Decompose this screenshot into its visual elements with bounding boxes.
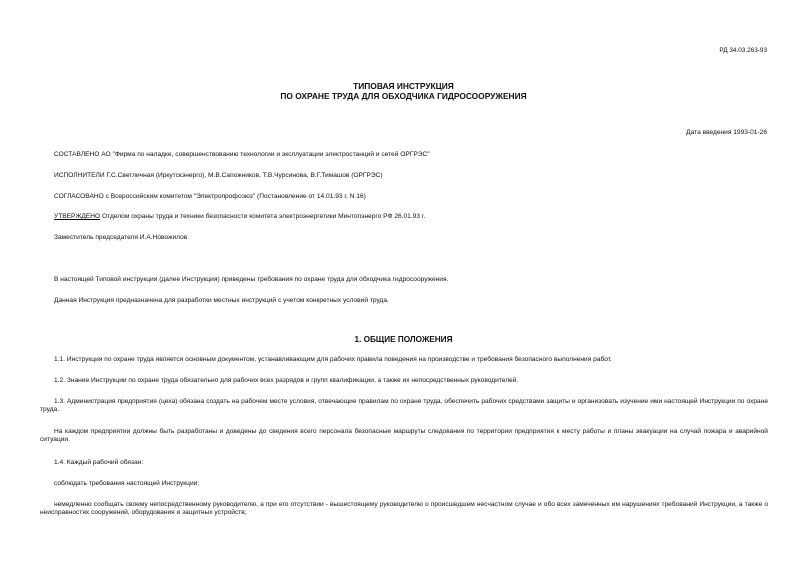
clause-1-4: 1.4. Каждый рабочий обязан: bbox=[54, 459, 144, 466]
agreed-with: СОГЛАСОВАНО с Всероссийским комитетом "Электропрофсоюз" (Постановление от 14.01.93 г. N 16) bbox=[54, 193, 366, 200]
clause-1-3: 1.3. Администрация предприятия (цеха) обязана создать на рабочем месте условия, отвечающие правилам по охране труда, обеспечить рабочих средствами защиты и организовать изучение ими настоящей Инструкции по охране труда. bbox=[40, 398, 768, 414]
performers: ИСПОЛНИТЕЛИ Г.С.Светличная (Иркутскэнерго), М.В.Сапожников, Т.В.Чурсинова, В.Г.Тимашов (ОРГРЭС) bbox=[54, 172, 383, 179]
section-heading: 1. ОБЩИЕ ПОЛОЖЕНИЯ bbox=[354, 335, 453, 344]
approved-label: УТВЕРЖДЕНО bbox=[54, 213, 101, 220]
document-code: РД 34.03.263-93 bbox=[719, 47, 767, 54]
clause-1-1: 1.1. Инструкция по охране труда является основным документом, устанавливающим для рабочих правила поведения на производстве и требования безопасного выполнения работ. bbox=[54, 356, 612, 363]
approved-by bbox=[54, 213, 425, 221]
preamble-paragraph: В настоящей Типовой инструкции (далее Инструкция) приведены требования по охране труда для обходчика гидросооружения. bbox=[54, 276, 449, 283]
effective-date: Дата введения 1993-01-26 bbox=[686, 129, 767, 136]
preamble-paragraph: Данная Инструкция предназначена для разработки местных инструкций с учетом конкретных условий труда. bbox=[54, 297, 389, 304]
clause-1-4-item: соблюдать требования настоящей Инструкции; bbox=[54, 480, 200, 487]
clause-1-4-item: немедленно сообщать своему непосредственному руководителю, а при его отсутствии - вышестоящему руководителю о происшедшем несчастном случае и обо всех замеченных им нарушениях требований Инструкции, а также о неисправностях сооружений, оборудования и защитных устройств; bbox=[40, 501, 768, 517]
document-title bbox=[0, 81, 807, 101]
approved-text: Отделом охраны труда и техники безопасности комитета электроэнергетики Минтопэнерго РФ 26.01.93 г. bbox=[100, 213, 426, 220]
title-line-2: ПО ОХРАНЕ ТРУДА ДЛЯ ОБХОДЧИКА ГИДРОСООРУЖЕНИЯ bbox=[280, 91, 527, 102]
title-line-1: ТИПОВАЯ ИНСТРУКЦИЯ bbox=[353, 81, 454, 91]
deputy-chairman: Заместитель председателя И.А.Новожилов bbox=[54, 234, 188, 241]
clause-1-2: 1.2. Знание Инструкции по охране труда обязательно для рабочих всех разрядов и групп квалификации, а также их непосредственных руководителей. bbox=[54, 377, 519, 384]
composed-by: СОСТАВЛЕНО АО "Фирма по наладке, совершенствованию технологии и эксплуатации электростанций и сетей ОРГРЭС" bbox=[54, 151, 430, 158]
clause-1-3-continued: На каждом предприятии должны быть разработаны и доведены до сведения всего персонала безопасные маршруты следования по территории предприятия к месту работы и планы эвакуации на случай пожара и аварийной ситуации. bbox=[40, 428, 768, 444]
